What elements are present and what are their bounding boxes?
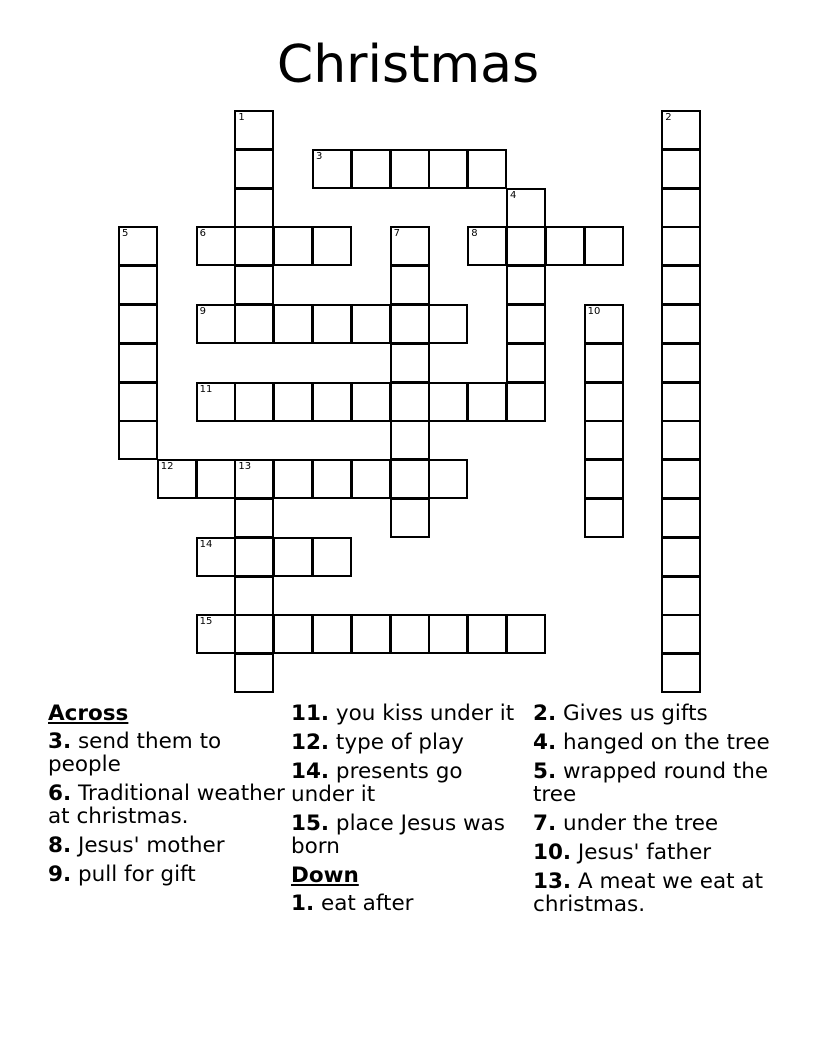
grid-cell[interactable] [428, 149, 468, 189]
grid-cell[interactable] [234, 226, 274, 266]
clue-item [48, 730, 288, 776]
clue-item-number: 13. [533, 869, 572, 894]
grid-cell[interactable] [506, 226, 546, 266]
clue-number: 12 [160, 461, 174, 473]
grid-cell[interactable] [234, 576, 274, 616]
clue-number: 8 [471, 228, 478, 240]
grid-cell[interactable] [118, 343, 158, 383]
grid-cell[interactable] [661, 110, 701, 150]
grid-cell[interactable] [273, 459, 313, 499]
clue-item-number: 3. [48, 729, 72, 754]
clue-item-text: type of play [329, 730, 464, 755]
grid-cell[interactable] [390, 498, 430, 538]
clue-number: 2 [665, 112, 672, 123]
grid-cell[interactable] [312, 537, 352, 577]
grid-cell[interactable] [506, 188, 546, 228]
clue-item-number: 2. [533, 701, 557, 726]
grid-cell[interactable] [428, 382, 468, 422]
grid-cell[interactable] [428, 304, 468, 344]
grid-cell[interactable] [234, 188, 274, 228]
clue-number: 4 [510, 189, 517, 201]
grid-cell[interactable] [390, 420, 430, 460]
grid-cell[interactable] [118, 226, 158, 266]
grid-cell[interactable] [661, 343, 701, 383]
grid-cell[interactable] [506, 343, 546, 383]
grid-cell[interactable] [428, 614, 468, 654]
grid-cell[interactable] [661, 188, 701, 228]
grid-cell[interactable] [545, 226, 585, 266]
clue-number: 10 [587, 306, 601, 317]
grid-cell[interactable] [312, 459, 352, 499]
clue-item-number: 15. [291, 811, 330, 836]
grid-cell[interactable] [506, 265, 546, 305]
grid-cell[interactable] [234, 459, 274, 499]
grid-cell[interactable] [312, 614, 352, 654]
grid-cell[interactable] [234, 498, 274, 538]
grid-cell[interactable] [467, 149, 507, 189]
grid-cell[interactable] [118, 382, 158, 422]
grid-cell[interactable] [234, 149, 274, 189]
grid-cell[interactable] [118, 420, 158, 460]
grid-cell[interactable] [273, 537, 313, 577]
grid-cell[interactable] [351, 304, 391, 344]
grid-cell[interactable] [351, 459, 391, 499]
grid-cell[interactable] [351, 614, 391, 654]
grid-cell[interactable] [312, 304, 352, 344]
grid-cell[interactable] [584, 226, 624, 266]
grid-cell[interactable] [118, 304, 158, 344]
clue-item-number: 14. [291, 759, 330, 784]
clue-number: 9 [199, 306, 206, 317]
clue-item-text: send them to people [48, 729, 222, 777]
grid-cell[interactable] [312, 226, 352, 266]
puzzle-title: Christmas [276, 35, 540, 95]
clue-number: 7 [393, 228, 400, 240]
clue-item-number: 8. [48, 833, 72, 858]
clue-item [533, 870, 773, 916]
grid-cell[interactable] [467, 382, 507, 422]
grid-cell[interactable] [273, 382, 313, 422]
grid-cell[interactable] [584, 459, 624, 499]
grid-cell[interactable] [661, 459, 701, 499]
clue-item [48, 863, 288, 886]
clue-number: 11 [199, 383, 213, 395]
clue-item-number: 4. [533, 730, 557, 755]
grid-cell[interactable] [234, 537, 274, 577]
clue-item [291, 892, 531, 915]
clue-item-text: eat after [314, 891, 414, 916]
grid-cell[interactable] [428, 459, 468, 499]
grid-cell[interactable] [118, 265, 158, 305]
clue-item-text: pull for gift [71, 862, 196, 887]
grid-cell[interactable] [584, 420, 624, 460]
clue-item-text: under the tree [556, 811, 719, 836]
clue-item-number: 12. [291, 730, 330, 755]
grid-cell[interactable] [234, 653, 274, 693]
clue-number: 13 [238, 461, 252, 473]
clue-number: 6 [199, 228, 206, 240]
clue-item [533, 760, 773, 806]
clue-item [533, 812, 773, 835]
clue-item-text: place Jesus was born [291, 811, 505, 859]
grid-cell[interactable] [390, 149, 430, 189]
clue-item-number: 9. [48, 862, 72, 887]
grid-cell[interactable] [312, 382, 352, 422]
clue-item-text: A meat we eat at christmas. [533, 869, 763, 917]
grid-cell[interactable] [351, 149, 391, 189]
grid-cell[interactable] [196, 614, 236, 654]
grid-cell[interactable] [584, 304, 624, 344]
grid-cell[interactable] [273, 304, 313, 344]
grid-cell[interactable] [661, 265, 701, 305]
grid-cell[interactable] [661, 382, 701, 422]
grid-cell[interactable] [661, 614, 701, 654]
grid-cell[interactable] [234, 110, 274, 150]
clue-number: 3 [316, 150, 323, 162]
grid-cell[interactable] [390, 304, 430, 344]
grid-cell[interactable] [390, 459, 430, 499]
clue-item-number: 5. [533, 759, 557, 784]
clue-item-text: Gives us gifts [556, 701, 708, 726]
clue-item [291, 731, 531, 754]
grid-cell[interactable] [390, 226, 430, 266]
clue-item-text: presents go under it [291, 759, 463, 807]
clue-item-number: 6. [48, 781, 72, 806]
clue-item-number: 10. [533, 840, 572, 865]
clue-item-number: 7. [533, 811, 557, 836]
grid-cell[interactable] [351, 382, 391, 422]
clue-item-text: Jesus' mother [71, 833, 225, 858]
clue-column-2 [291, 702, 531, 921]
grid-cell[interactable] [661, 653, 701, 693]
clue-column-1 [48, 702, 288, 892]
grid-cell[interactable] [273, 226, 313, 266]
grid-cell[interactable] [234, 265, 274, 305]
grid-cell[interactable] [584, 382, 624, 422]
grid-cell[interactable] [196, 304, 236, 344]
grid-cell[interactable] [390, 382, 430, 422]
grid-cell[interactable] [234, 614, 274, 654]
grid-cell[interactable] [390, 614, 430, 654]
grid-cell[interactable] [584, 343, 624, 383]
grid-cell[interactable] [390, 343, 430, 383]
grid-cell[interactable] [506, 382, 546, 422]
grid-cell[interactable] [196, 382, 236, 422]
grid-cell[interactable] [661, 304, 701, 344]
clue-item [48, 834, 288, 857]
grid-cell[interactable] [196, 226, 236, 266]
clue-item-number: 11. [291, 701, 330, 726]
grid-cell[interactable] [312, 149, 352, 189]
clue-item-text: Traditional weather at christmas. [48, 781, 285, 829]
clue-item-text: hanged on the tree [556, 730, 770, 755]
clue-item [48, 782, 288, 828]
grid-cell[interactable] [506, 304, 546, 344]
clue-item-text: you kiss under it [329, 701, 515, 726]
clue-item-text: wrapped round the tree [533, 759, 769, 807]
down-heading: Down [291, 863, 359, 888]
grid-cell[interactable] [661, 226, 701, 266]
grid-cell[interactable] [234, 304, 274, 344]
clue-number: 15 [199, 616, 213, 628]
grid-cell[interactable] [196, 459, 236, 499]
clue-item-text: Jesus' father [571, 840, 712, 865]
clue-item [533, 731, 773, 754]
grid-cell[interactable] [661, 420, 701, 460]
grid-cell[interactable] [234, 382, 274, 422]
clue-column-3 [533, 702, 773, 922]
clue-item [291, 760, 531, 806]
grid-cell[interactable] [273, 614, 313, 654]
clue-item [291, 812, 531, 858]
clue-item-number: 1. [291, 891, 315, 916]
clue-number: 5 [122, 228, 129, 240]
clue-item [533, 702, 773, 725]
grid-cell[interactable] [390, 265, 430, 305]
grid-cell[interactable] [467, 614, 507, 654]
clue-item [533, 841, 773, 864]
clue-item [291, 702, 531, 725]
clue-number: 1 [238, 112, 245, 123]
grid-cell[interactable] [467, 226, 507, 266]
grid-cell[interactable] [661, 576, 701, 616]
grid-cell[interactable] [661, 537, 701, 577]
clue-number: 14 [199, 538, 213, 550]
grid-cell[interactable] [196, 537, 236, 577]
grid-cell[interactable] [157, 459, 197, 499]
grid-cell[interactable] [506, 614, 546, 654]
across-heading: Across [48, 701, 129, 726]
grid-cell[interactable] [661, 498, 701, 538]
grid-cell[interactable] [584, 498, 624, 538]
grid-cell[interactable] [661, 149, 701, 189]
